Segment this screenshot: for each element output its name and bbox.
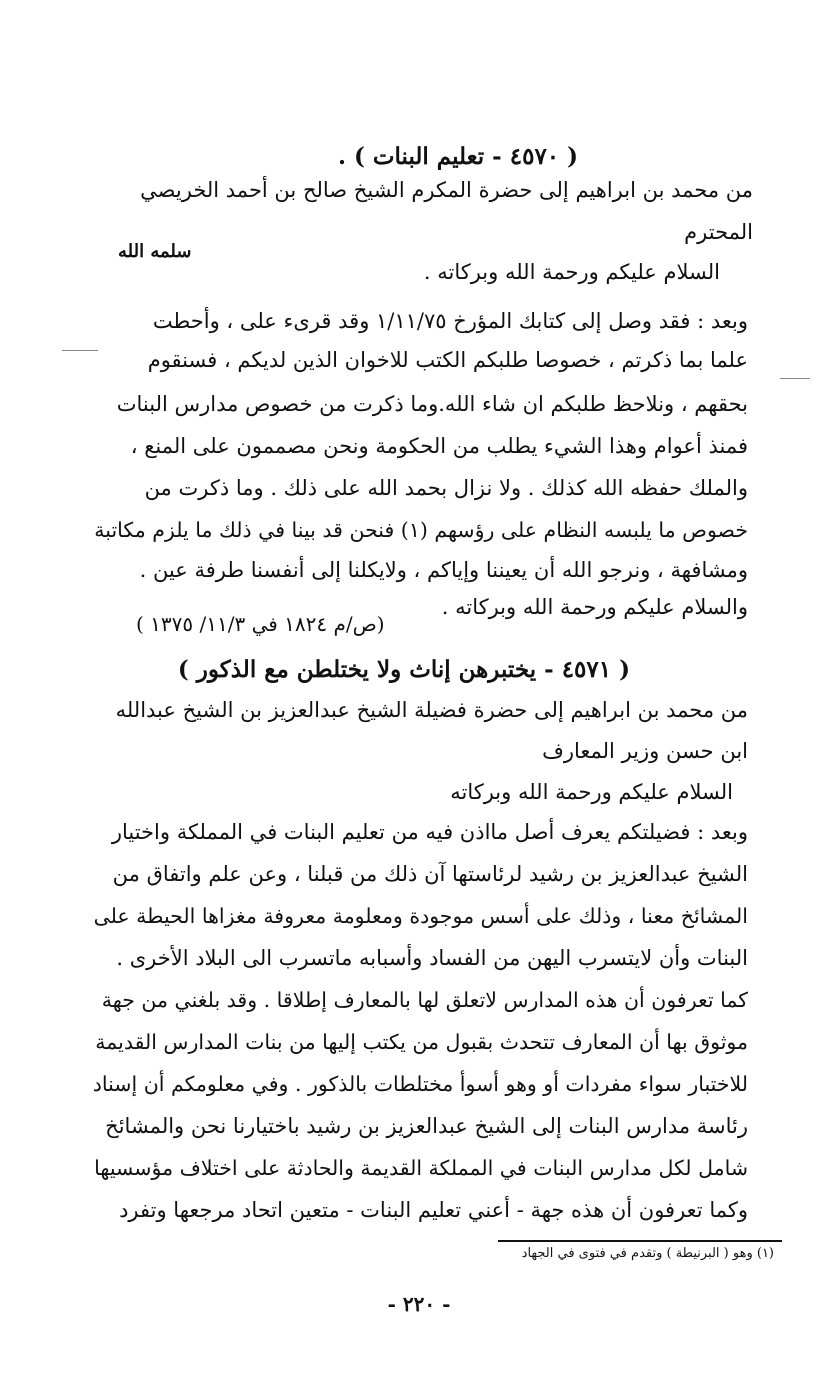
section-heading-4570: ( ٤٥٧٠ - تعليم البنات ) . <box>337 143 579 170</box>
footnote-separator <box>498 1240 782 1242</box>
letter-4571-line-11: رئاسة مدارس البنات إلى الشيخ عبدالعزيز بن رشيد باختيارنا نحن والمشائخ <box>105 1114 748 1138</box>
letter-4570-line-6: بحقهم ، ونلاحظ طلبكم ان شاء الله.وما ذكرت من خصوص مدارس البنات <box>116 392 748 416</box>
letter-4571-line-1: من محمد بن ابراهيم إلى حضرة فضيلة الشيخ عبدالعزيز بن الشيخ عبدالله <box>115 698 748 722</box>
letter-4571-line-2: ابن حسن وزير المعارف <box>542 739 748 763</box>
footnote: (١) وهو ( البرنيطة ) وتقدم في فتوى في الجهاد <box>521 1246 774 1261</box>
letter-4571-line-4: وبعد : فضيلتكم يعرف أصل مااذن فيه من تعليم البنات في المملكة واختيار <box>111 820 748 844</box>
letter-4570-line-10: ومشافهة ، ونرجو الله أن يعيننا وإياكم ، ولايكلنا إلى أنفسنا طرفة عين . <box>139 558 748 582</box>
margin-mark <box>62 350 98 351</box>
letter-4571-line-5: الشيخ عبدالعزيز بن رشيد لرئاستها آن ذلك من قبلنا ، وعن علم واتفاق من <box>112 862 748 886</box>
letter-4570-line-9: خصوص ما يلبسه النظام على رؤسهم (١) فنحن قد بينا في ذلك ما يلزم مكاتبة <box>94 518 748 542</box>
letter-4571-line-7: البنات وأن لايتسرب اليهن من الفساد وأسبابه ماتسرب الى البلاد الأخرى . <box>116 946 748 970</box>
letter-4571-line-9: موثوق بها أن المعارف تتحدث بقبول من يكتب إليها من بنات المدارس القديمة <box>95 1030 748 1054</box>
letter-4571-line-10: للاختبار سواء مفردات أو وهو أسوأ مختلطات بالذكور . وفي معلومكم أن إسناد <box>92 1072 748 1096</box>
letter-4570-line-11: والسلام عليكم ورحمة الله وبركاته . <box>441 595 748 619</box>
letter-4570-line-3: السلام عليكم ورحمة الله وبركاته . <box>423 260 720 284</box>
page-number: - ٢٢٠ - <box>387 1292 451 1316</box>
letter-4570-salutation-suffix: سلمه الله <box>118 241 192 262</box>
letter-4570-line-4: وبعد : فقد وصل إلى كتابك المؤرخ ١/١١/٧٥ وقد قرىء على ، وأحطت <box>152 309 748 333</box>
letter-4570-reference: (ص/م ١٨٢٤ في ١١/٣/ ١٣٧٥ ) <box>136 612 385 636</box>
letter-4571-line-12: شامل لكل مدارس البنات في المملكة القديمة والحادثة على اختلاف مؤسسيها <box>94 1156 748 1180</box>
margin-mark <box>780 378 810 379</box>
section-heading-4571: ( ٤٥٧١ - يختبرهن إناث ولا يختلطن مع الذكور ) <box>177 656 630 683</box>
letter-4571-line-13: وكما تعرفون أن هذه جهة - أعني تعليم البنات - متعين اتحاد مرجعها وتفرد <box>119 1198 748 1222</box>
letter-4571-line-6: المشائخ معنا ، وذلك على أسس موجودة ومعلومة معروفة مغزاها الحيطة على <box>93 904 748 928</box>
letter-4571-line-8: كما تعرفون أن هذه المدارس لاتعلق لها بالمعارف إطلاقا . وقد بلغني من جهة <box>101 988 748 1012</box>
letter-4570-line-8: والملك حفظه الله كذلك . ولا نزال بحمد الله على ذلك . وما ذكرت من <box>144 476 748 500</box>
letter-4570-line-2: المحترم <box>684 220 753 244</box>
letter-4571-line-3: السلام عليكم ورحمة الله وبركاته <box>450 780 733 804</box>
letter-4570-line-5: علما بما ذكرتم ، خصوصا طلبكم الكتب للاخوان الذين لديكم ، فسنقوم <box>147 348 748 372</box>
letter-4570-line-7: فمنذ أعوام وهذا الشيء يطلب من الحكومة ونحن مصممون على المنع ، <box>130 434 748 458</box>
letter-4570-line-1: من محمد بن ابراهيم إلى حضرة المكرم الشيخ صالح بن أحمد الخريصي <box>140 178 753 202</box>
